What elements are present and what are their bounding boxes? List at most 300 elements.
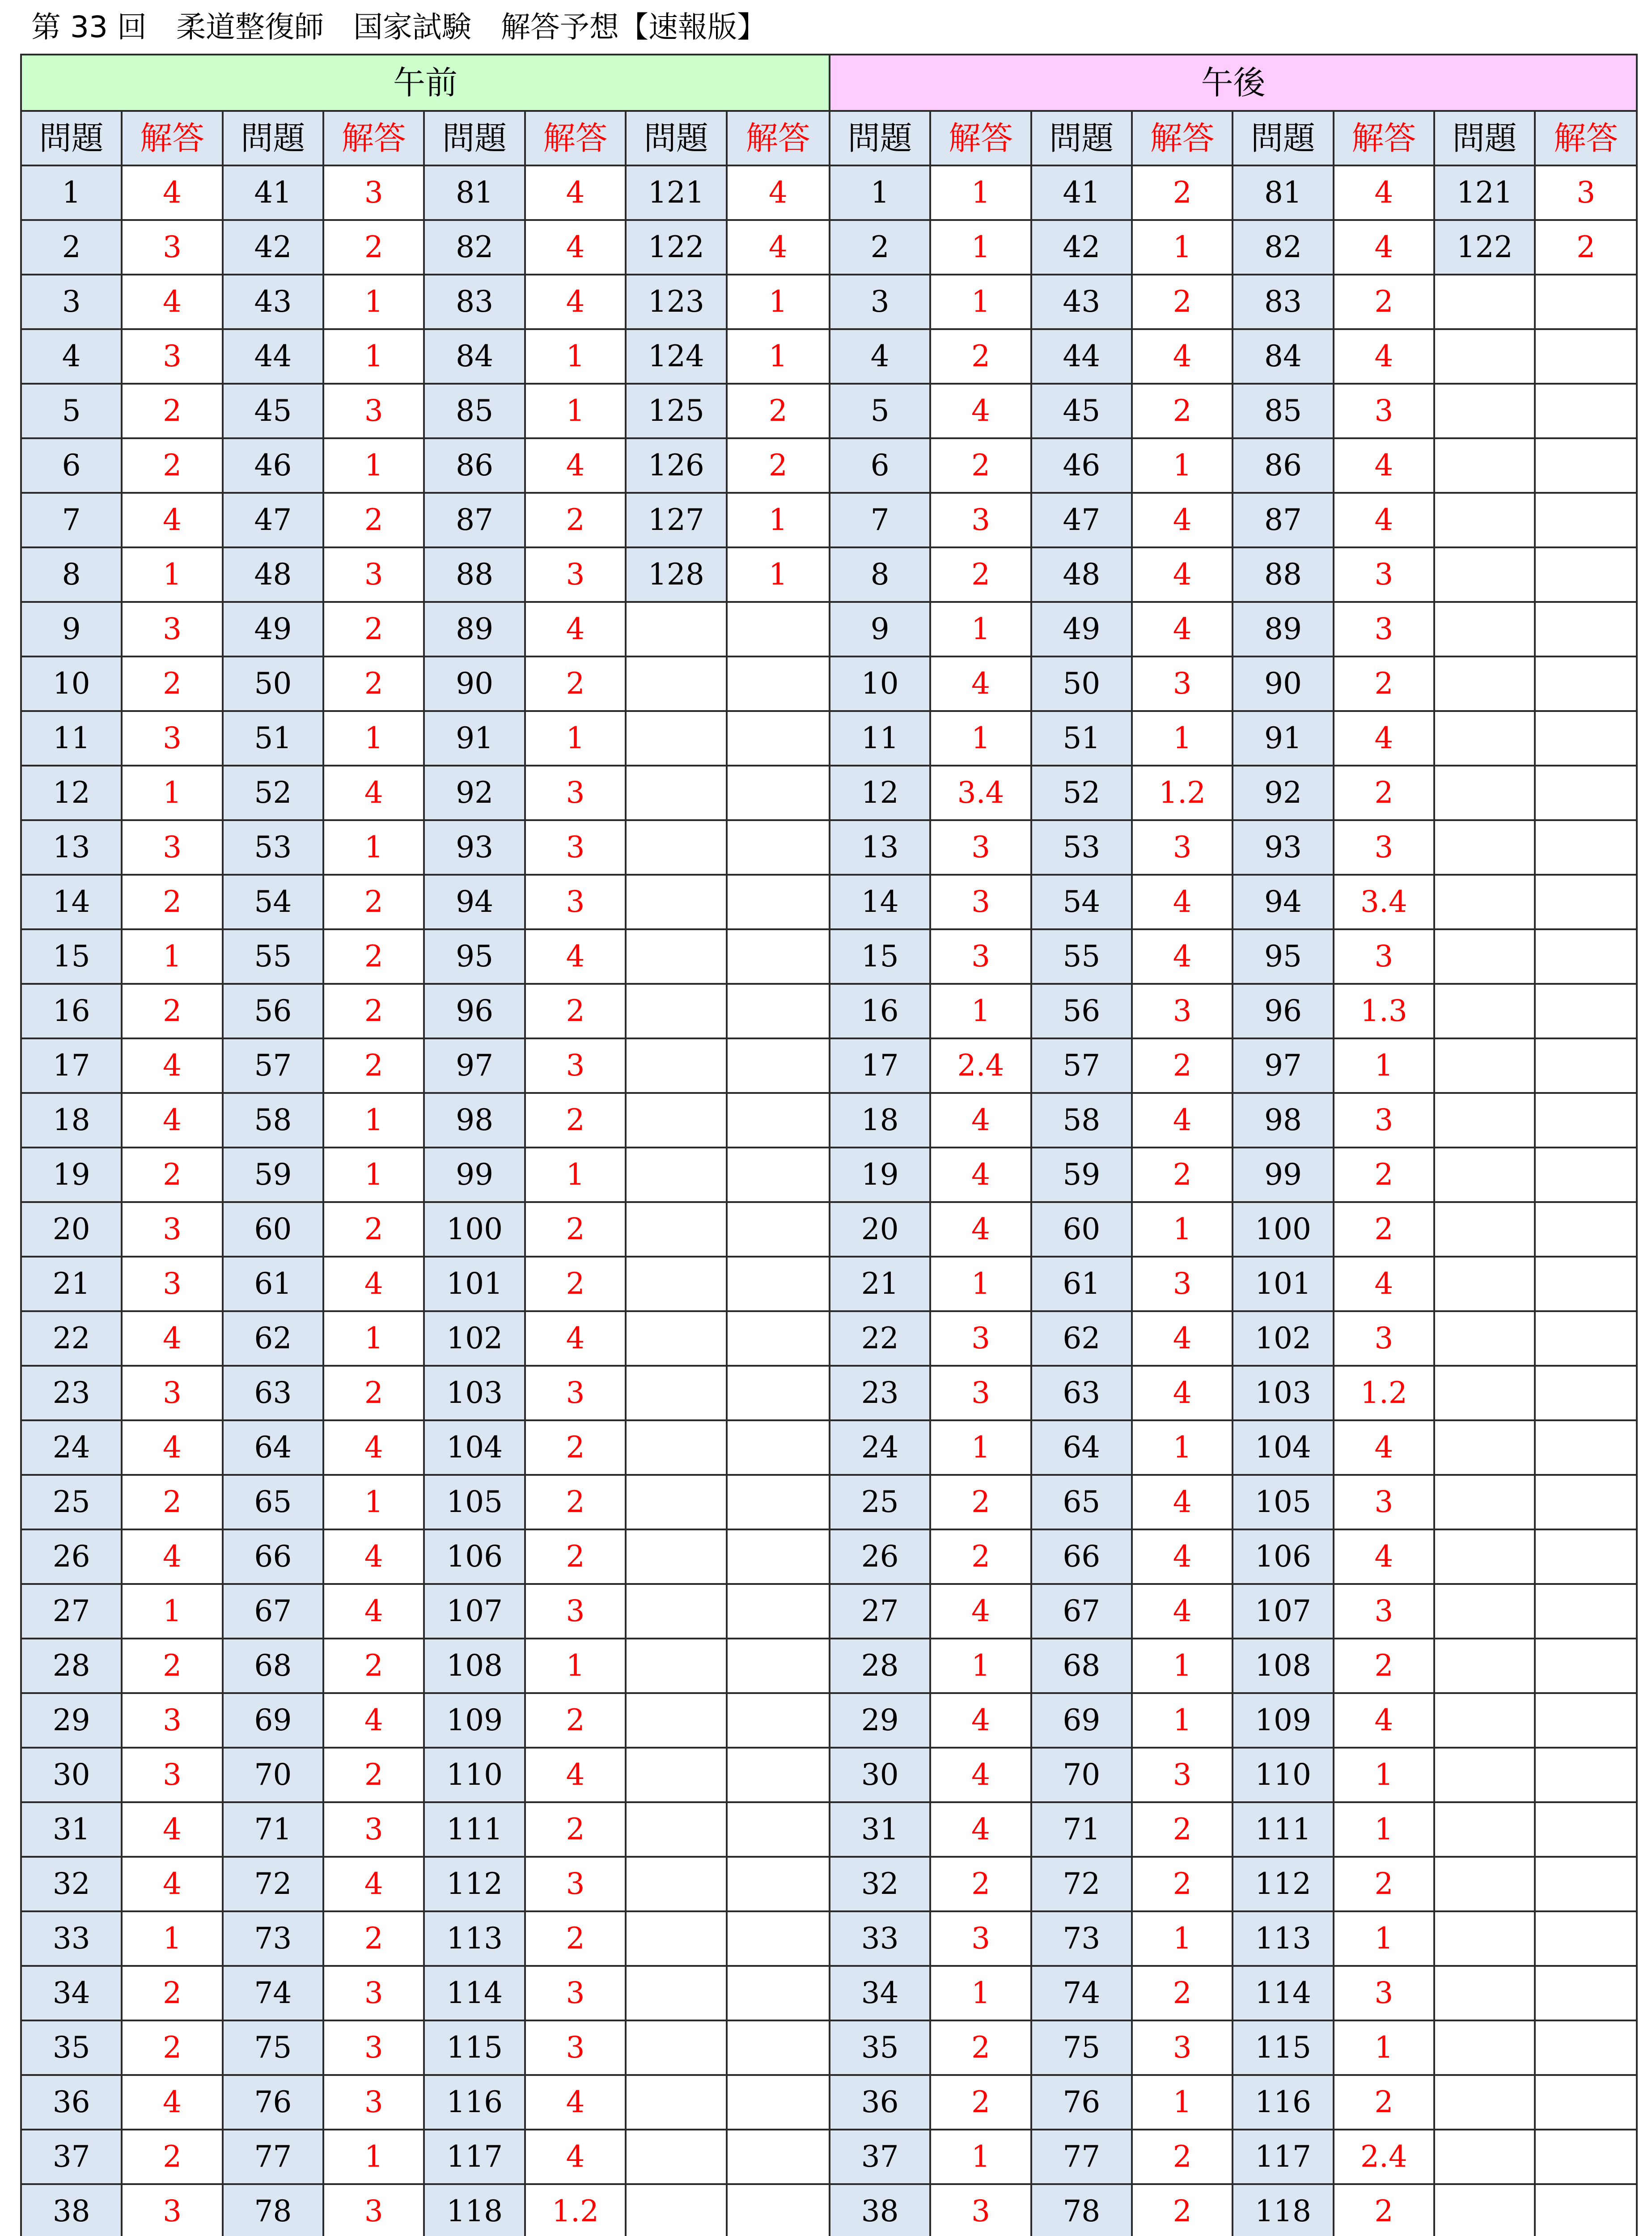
empty-cell — [626, 1366, 726, 1420]
answer-value: 4 — [1334, 493, 1434, 547]
empty-cell — [727, 1693, 830, 1748]
answer-value: 2 — [1334, 1202, 1434, 1257]
question-number: 106 — [424, 1529, 525, 1584]
answer-value: 4 — [930, 1148, 1031, 1202]
question-number: 85 — [424, 384, 525, 438]
answer-value: 1 — [930, 602, 1031, 656]
answer-value: 4 — [1334, 329, 1434, 384]
table-row — [21, 1584, 1637, 1639]
empty-cell — [1434, 875, 1535, 929]
question-number: 103 — [424, 1366, 525, 1420]
answer-value: 2 — [323, 1748, 424, 1802]
answer-value: 4 — [323, 1420, 424, 1475]
question-number: 57 — [223, 1038, 323, 1093]
question-number: 58 — [223, 1093, 323, 1148]
empty-cell — [1434, 1038, 1535, 1093]
answer-value: 4 — [525, 602, 626, 656]
question-number: 122 — [626, 220, 726, 275]
answer-value: 1 — [525, 384, 626, 438]
answer-value: 4 — [1334, 438, 1434, 493]
question-number: 81 — [424, 165, 525, 220]
question-number: 27 — [830, 1584, 930, 1639]
answer-value: 2 — [930, 2020, 1031, 2075]
answer-value: 3 — [525, 547, 626, 602]
answer-value: 2 — [122, 1475, 222, 1529]
empty-cell — [1535, 1202, 1637, 1257]
answer-value: 2 — [930, 438, 1031, 493]
answer-value: 1 — [727, 493, 830, 547]
question-number: 13 — [830, 820, 930, 875]
answer-column-header: 解答 — [930, 111, 1031, 165]
empty-cell — [1535, 1857, 1637, 1911]
question-number: 70 — [1031, 1748, 1132, 1802]
answer-value: 4 — [122, 2075, 222, 2130]
question-number: 69 — [1031, 1693, 1132, 1748]
empty-cell — [626, 602, 726, 656]
answer-value: 1 — [1132, 2075, 1233, 2130]
question-number: 62 — [1031, 1311, 1132, 1366]
answer-value: 2.4 — [930, 1038, 1031, 1093]
question-number: 23 — [21, 1366, 122, 1420]
question-number: 22 — [830, 1311, 930, 1366]
question-number: 109 — [1233, 1693, 1333, 1748]
empty-cell — [1434, 1148, 1535, 1202]
answer-value: 4 — [323, 1857, 424, 1911]
answer-value: 2 — [323, 1366, 424, 1420]
empty-cell — [1535, 1093, 1637, 1148]
answer-value: 2 — [1334, 2075, 1434, 2130]
question-number: 115 — [1233, 2020, 1333, 2075]
answer-value: 4 — [323, 1529, 424, 1584]
answer-value: 3 — [1334, 1093, 1434, 1148]
empty-cell — [1535, 384, 1637, 438]
answer-value: 4 — [1132, 929, 1233, 984]
answer-value: 3 — [1132, 1257, 1233, 1311]
empty-cell — [1434, 1966, 1535, 2020]
question-number: 51 — [223, 711, 323, 766]
question-number: 23 — [830, 1366, 930, 1420]
empty-cell — [727, 2130, 830, 2184]
question-number: 47 — [223, 493, 323, 547]
empty-cell — [1434, 929, 1535, 984]
question-number: 61 — [223, 1257, 323, 1311]
answer-value: 3 — [930, 929, 1031, 984]
answer-value: 1 — [1334, 1911, 1434, 1966]
question-number: 42 — [223, 220, 323, 275]
empty-cell — [626, 1475, 726, 1529]
answer-value: 4 — [122, 275, 222, 329]
question-number: 47 — [1031, 493, 1132, 547]
answer-value: 2 — [1334, 656, 1434, 711]
empty-cell — [727, 1529, 830, 1584]
question-number: 2 — [21, 220, 122, 275]
question-number: 74 — [223, 1966, 323, 2020]
answer-value: 3.4 — [1334, 875, 1434, 929]
empty-cell — [626, 1584, 726, 1639]
answer-value: 2 — [1132, 1802, 1233, 1857]
answer-column-header: 解答 — [122, 111, 222, 165]
answer-value: 4 — [1334, 1420, 1434, 1475]
question-number: 116 — [424, 2075, 525, 2130]
answer-value: 2 — [1132, 1038, 1233, 1093]
question-number: 66 — [1031, 1529, 1132, 1584]
table-row — [21, 165, 1637, 220]
question-number: 9 — [21, 602, 122, 656]
answer-value: 1 — [525, 1639, 626, 1693]
answer-value: 3 — [930, 1911, 1031, 1966]
empty-cell — [1434, 1475, 1535, 1529]
answer-value: 3 — [930, 493, 1031, 547]
question-number: 63 — [223, 1366, 323, 1420]
question-number: 12 — [21, 766, 122, 820]
question-number: 3 — [830, 275, 930, 329]
question-number: 114 — [1233, 1966, 1333, 2020]
answer-value: 4 — [525, 2075, 626, 2130]
question-number: 36 — [830, 2075, 930, 2130]
empty-cell — [727, 1038, 830, 1093]
empty-cell — [727, 929, 830, 984]
empty-cell — [1535, 329, 1637, 384]
answer-value: 1.2 — [1132, 766, 1233, 820]
question-number: 16 — [21, 984, 122, 1038]
question-column-header: 問題 — [424, 111, 525, 165]
question-number: 10 — [830, 656, 930, 711]
answer-value: 4 — [930, 1748, 1031, 1802]
answer-value: 4 — [525, 1311, 626, 1366]
empty-cell — [1535, 2184, 1637, 2236]
question-number: 76 — [223, 2075, 323, 2130]
empty-cell — [1434, 1311, 1535, 1366]
question-number: 42 — [1031, 220, 1132, 275]
answer-value: 4 — [727, 220, 830, 275]
answer-value: 3 — [525, 1584, 626, 1639]
answer-value: 2 — [122, 1639, 222, 1693]
question-number: 18 — [21, 1093, 122, 1148]
answer-value: 2 — [525, 1911, 626, 1966]
empty-cell — [1434, 820, 1535, 875]
answer-value: 3 — [1132, 984, 1233, 1038]
empty-cell — [727, 1420, 830, 1475]
answer-value: 3 — [1535, 165, 1637, 220]
table-row — [21, 1748, 1637, 1802]
answer-value: 1 — [1334, 1748, 1434, 1802]
answer-value: 3 — [525, 2020, 626, 2075]
empty-cell — [727, 1966, 830, 2020]
answer-value: 1.2 — [1334, 1366, 1434, 1420]
answer-value: 1 — [323, 711, 424, 766]
question-number: 34 — [830, 1966, 930, 2020]
empty-cell — [626, 1202, 726, 1257]
empty-cell — [1434, 1529, 1535, 1584]
question-number: 109 — [424, 1693, 525, 1748]
question-number: 7 — [21, 493, 122, 547]
question-number: 96 — [1233, 984, 1333, 1038]
question-number: 43 — [1031, 275, 1132, 329]
question-number: 5 — [830, 384, 930, 438]
answer-value: 4 — [122, 1038, 222, 1093]
table-row — [21, 1529, 1637, 1584]
empty-cell — [626, 2020, 726, 2075]
question-number: 9 — [830, 602, 930, 656]
question-number: 72 — [1031, 1857, 1132, 1911]
question-number: 67 — [1031, 1584, 1132, 1639]
answer-value: 4 — [1132, 875, 1233, 929]
question-number: 128 — [626, 547, 726, 602]
answer-value: 1 — [930, 1257, 1031, 1311]
table-row — [21, 1202, 1637, 1257]
answer-value: 2 — [525, 1257, 626, 1311]
empty-cell — [626, 2130, 726, 2184]
answer-value: 4 — [1132, 493, 1233, 547]
question-number: 92 — [424, 766, 525, 820]
empty-cell — [1434, 1748, 1535, 1802]
empty-cell — [1434, 1202, 1535, 1257]
question-number: 72 — [223, 1857, 323, 1911]
answer-value: 2 — [323, 1639, 424, 1693]
empty-cell — [626, 875, 726, 929]
empty-cell — [1535, 1748, 1637, 1802]
answer-value: 2 — [1334, 1639, 1434, 1693]
answer-value: 2 — [323, 493, 424, 547]
question-number: 14 — [830, 875, 930, 929]
empty-cell — [1535, 929, 1637, 984]
question-column-header: 問題 — [830, 111, 930, 165]
answer-value: 3 — [930, 820, 1031, 875]
question-number: 121 — [1434, 165, 1535, 220]
answer-value: 1 — [122, 1584, 222, 1639]
question-number: 54 — [1031, 875, 1132, 929]
question-number: 113 — [1233, 1911, 1333, 1966]
answer-value: 3 — [1334, 929, 1434, 984]
answer-value: 1 — [1132, 1202, 1233, 1257]
empty-cell — [1535, 1311, 1637, 1366]
question-number: 59 — [1031, 1148, 1132, 1202]
question-number: 49 — [1031, 602, 1132, 656]
answer-value: 4 — [122, 493, 222, 547]
question-column-header: 問題 — [1434, 111, 1535, 165]
answer-value: 2 — [323, 1911, 424, 1966]
answer-value: 2 — [323, 1202, 424, 1257]
question-number: 127 — [626, 493, 726, 547]
answer-value: 4 — [930, 1202, 1031, 1257]
question-number: 98 — [424, 1093, 525, 1148]
question-number: 29 — [830, 1693, 930, 1748]
answer-value: 3 — [525, 875, 626, 929]
question-number: 4 — [21, 329, 122, 384]
answer-table — [20, 54, 1638, 2236]
table-row — [21, 384, 1637, 438]
empty-cell — [1434, 1584, 1535, 1639]
table-row — [21, 2020, 1637, 2075]
empty-cell — [727, 875, 830, 929]
answer-value: 3 — [323, 2075, 424, 2130]
question-number: 73 — [1031, 1911, 1132, 1966]
answer-value: 4 — [727, 165, 830, 220]
answer-value: 1 — [323, 820, 424, 875]
answer-value: 4 — [930, 1693, 1031, 1748]
question-number: 113 — [424, 1911, 525, 1966]
table-row — [21, 2184, 1637, 2236]
question-number: 75 — [223, 2020, 323, 2075]
question-number: 78 — [1031, 2184, 1132, 2236]
question-number: 3 — [21, 275, 122, 329]
table-row — [21, 1093, 1637, 1148]
question-number: 93 — [424, 820, 525, 875]
answer-value: 1 — [525, 329, 626, 384]
answer-value: 2 — [323, 656, 424, 711]
question-number: 118 — [424, 2184, 525, 2236]
answer-value: 4 — [122, 1093, 222, 1148]
empty-cell — [727, 1257, 830, 1311]
question-number: 82 — [1233, 220, 1333, 275]
question-number: 65 — [1031, 1475, 1132, 1529]
question-number: 33 — [830, 1911, 930, 1966]
question-number: 118 — [1233, 2184, 1333, 2236]
empty-cell — [1434, 547, 1535, 602]
answer-value: 2 — [930, 1857, 1031, 1911]
question-number: 93 — [1233, 820, 1333, 875]
question-number: 105 — [1233, 1475, 1333, 1529]
table-row — [21, 547, 1637, 602]
answer-value: 1 — [323, 438, 424, 493]
answer-value: 1 — [930, 1639, 1031, 1693]
question-number: 56 — [223, 984, 323, 1038]
question-number: 87 — [424, 493, 525, 547]
question-number: 67 — [223, 1584, 323, 1639]
question-number: 55 — [223, 929, 323, 984]
question-number: 1 — [21, 165, 122, 220]
answer-value: 1 — [930, 1420, 1031, 1475]
empty-cell — [1434, 1857, 1535, 1911]
question-number: 112 — [1233, 1857, 1333, 1911]
answer-value: 4 — [930, 1584, 1031, 1639]
empty-cell — [626, 1038, 726, 1093]
answer-value: 4 — [323, 1693, 424, 1748]
table-row — [21, 766, 1637, 820]
empty-cell — [727, 1475, 830, 1529]
question-column-header: 問題 — [1233, 111, 1333, 165]
answer-value: 1 — [1132, 1420, 1233, 1475]
question-number: 111 — [424, 1802, 525, 1857]
answer-value: 3 — [122, 1366, 222, 1420]
table-row — [21, 820, 1637, 875]
answer-value: 3 — [323, 384, 424, 438]
table-row — [21, 1693, 1637, 1748]
table-row — [21, 1420, 1637, 1475]
question-number: 76 — [1031, 2075, 1132, 2130]
question-number: 77 — [223, 2130, 323, 2184]
answer-value: 4 — [930, 656, 1031, 711]
answer-value: 1 — [1132, 1911, 1233, 1966]
question-number: 35 — [21, 2020, 122, 2075]
question-number: 92 — [1233, 766, 1333, 820]
table-row — [21, 438, 1637, 493]
empty-cell — [727, 1366, 830, 1420]
question-number: 21 — [21, 1257, 122, 1311]
question-number: 100 — [424, 1202, 525, 1257]
answer-value: 3 — [323, 2184, 424, 2236]
question-number: 33 — [21, 1911, 122, 1966]
question-number: 125 — [626, 384, 726, 438]
answer-value: 1.3 — [1334, 984, 1434, 1038]
answer-value: 2 — [122, 1966, 222, 2020]
answer-value: 1 — [323, 329, 424, 384]
empty-cell — [1535, 1148, 1637, 1202]
answer-value: 3 — [323, 2020, 424, 2075]
answer-value: 2 — [323, 875, 424, 929]
question-number: 82 — [424, 220, 525, 275]
empty-cell — [1535, 766, 1637, 820]
answer-value: 3 — [122, 602, 222, 656]
question-number: 45 — [223, 384, 323, 438]
answer-value: 1 — [122, 766, 222, 820]
answer-column-header: 解答 — [727, 111, 830, 165]
question-number: 10 — [21, 656, 122, 711]
answer-value: 3 — [1334, 1584, 1434, 1639]
empty-cell — [626, 766, 726, 820]
question-number: 11 — [830, 711, 930, 766]
question-number: 52 — [223, 766, 323, 820]
empty-cell — [1434, 1420, 1535, 1475]
question-number: 126 — [626, 438, 726, 493]
answer-value: 1 — [122, 1911, 222, 1966]
empty-cell — [727, 1748, 830, 1802]
question-number: 48 — [1031, 547, 1132, 602]
question-number: 115 — [424, 2020, 525, 2075]
empty-cell — [626, 1857, 726, 1911]
empty-cell — [1434, 656, 1535, 711]
question-number: 98 — [1233, 1093, 1333, 1148]
empty-cell — [1535, 602, 1637, 656]
question-number: 110 — [1233, 1748, 1333, 1802]
question-number: 15 — [21, 929, 122, 984]
answer-value: 3 — [1132, 820, 1233, 875]
question-number: 73 — [223, 1911, 323, 1966]
answer-value: 4 — [122, 1420, 222, 1475]
question-number: 35 — [830, 2020, 930, 2075]
question-number: 107 — [424, 1584, 525, 1639]
question-number: 19 — [830, 1148, 930, 1202]
question-number: 86 — [424, 438, 525, 493]
answer-value: 3 — [122, 711, 222, 766]
question-number: 99 — [424, 1148, 525, 1202]
answer-value: 3 — [1334, 547, 1434, 602]
empty-cell — [1535, 275, 1637, 329]
answer-value: 4 — [323, 1584, 424, 1639]
question-number: 103 — [1233, 1366, 1333, 1420]
empty-cell — [626, 1311, 726, 1366]
answer-value: 4 — [1334, 1693, 1434, 1748]
question-number: 71 — [223, 1802, 323, 1857]
question-number: 69 — [223, 1693, 323, 1748]
question-number: 81 — [1233, 165, 1333, 220]
table-row — [21, 1366, 1637, 1420]
empty-cell — [727, 2020, 830, 2075]
answer-value: 2 — [1132, 1857, 1233, 1911]
question-number: 8 — [830, 547, 930, 602]
answer-value: 3 — [122, 220, 222, 275]
empty-cell — [626, 2184, 726, 2236]
answer-value: 2 — [525, 1093, 626, 1148]
question-number: 100 — [1233, 1202, 1333, 1257]
answer-value: 2 — [1334, 2184, 1434, 2236]
question-number: 83 — [424, 275, 525, 329]
empty-cell — [626, 1966, 726, 2020]
answer-value: 2 — [1132, 384, 1233, 438]
answer-value: 3 — [122, 2184, 222, 2236]
answer-column-header: 解答 — [1535, 111, 1637, 165]
empty-cell — [1434, 1093, 1535, 1148]
